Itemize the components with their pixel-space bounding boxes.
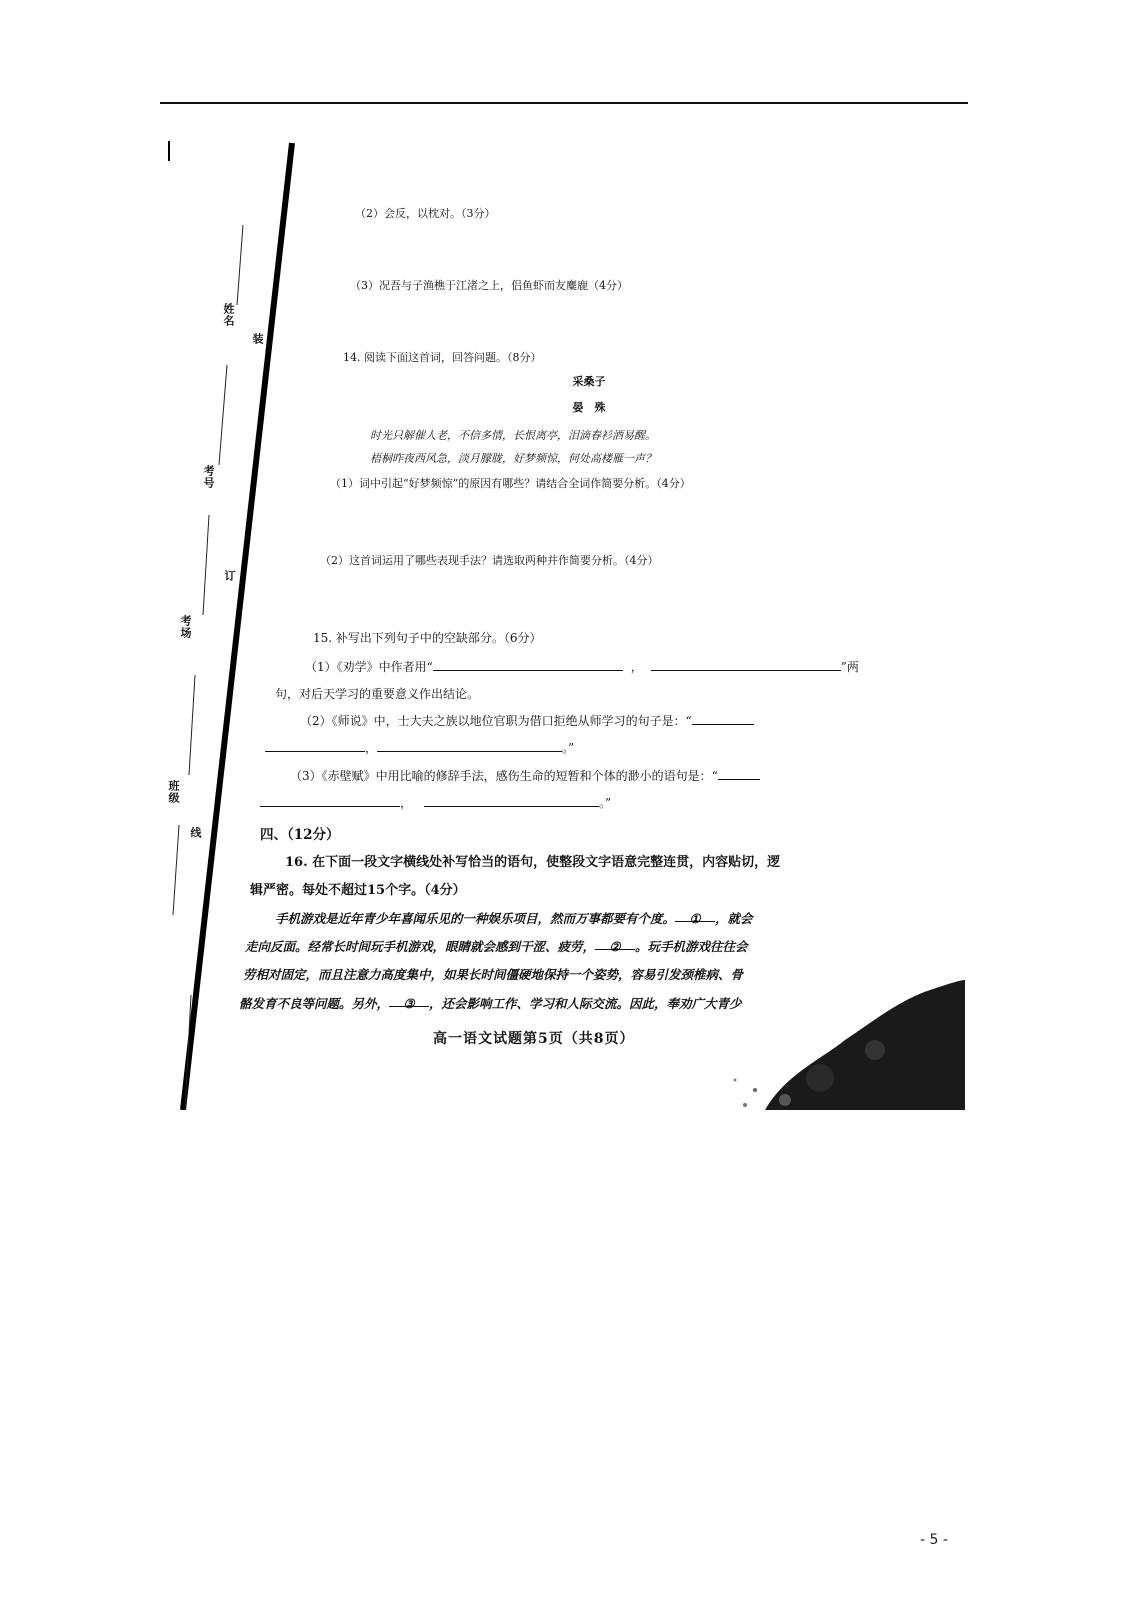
q14-stem: 14. 阅读下面这首词，回答问题。（8分） [343, 351, 542, 364]
page-number: - 5 - [920, 1532, 948, 1548]
poem-title: 采桑子 [572, 375, 606, 388]
q16-passage-line3: 劳相对固定，而且注意力高度集中，如果长时间僵硬地保持一个姿势，容易引发颈椎病、骨 [243, 967, 744, 982]
margin-label-ding: 订 [223, 570, 236, 582]
q14-part2: （2）这首词运用了哪些表现手法？请选取两种并作简要分析。（4分） [320, 554, 659, 567]
scanned-exam-page [165, 135, 965, 1110]
q15-part1-line1: （1）《劝学》中作者用“ ， ”两 [305, 660, 859, 674]
q15-part3-line1: （3）《赤壁赋》中用比喻的修辞手法，感伤生命的短暂和个体的渺小的语句是：“ [290, 767, 760, 784]
margin-label-class: 班级 [167, 780, 180, 804]
q13-part3: （3）况吾与子渔樵于江渚之上，侣鱼虾而友麋鹿（4分） [350, 279, 628, 292]
q15-blank-1[interactable] [433, 660, 623, 671]
poem-line-2: 梧桐昨夜西风急，淡月朦胧，好梦频惊，何处高楼雁一声？ [370, 452, 656, 465]
q15-blank-8[interactable] [424, 796, 599, 807]
q15-part2-line1: （2）《师说》中，士大夫之族以地位官职为借口拒绝从师学习的句子是：“ [300, 712, 754, 729]
q13-part2: （2）会反，以枕对。（3分） [355, 207, 496, 220]
margin-label-exam-number: 考号 [202, 465, 215, 489]
q16-blank-1[interactable]: ① [675, 911, 715, 922]
q15-blank-7[interactable] [260, 796, 400, 807]
poem-line-1: 时光只解催人老，不信多情，长恨离亭，泪滴春衫酒易醒。 [370, 429, 656, 442]
q16-stem-line2: 辑严密。每处不超过15个字。（4分） [250, 883, 466, 898]
q16-blank-3[interactable]: ③ [389, 996, 429, 1007]
section-4-heading: 四、（12分） [260, 827, 340, 843]
q15-blank-2[interactable] [651, 660, 841, 671]
q15-blank-3[interactable] [692, 714, 754, 725]
q16-passage-line1: 手机游戏是近年青少年喜闻乐见的一种娱乐项目，然而万事都要有个度。 ① ，就会 [275, 911, 753, 926]
poem-author: 晏 殊 [572, 401, 606, 414]
header-rule [160, 102, 968, 104]
q14-part1: （1）词中引起“好梦频惊”的原因有哪些？请结合全词作简要分析。（4分） [330, 477, 691, 490]
margin-label-exam-room: 考场 [179, 615, 192, 639]
q15-blank-5[interactable] [377, 741, 562, 752]
q15-blank-6[interactable] [718, 769, 760, 780]
q15-part3-line2: ， 。” [260, 794, 611, 811]
margin-label-zhuang: 装 [251, 333, 264, 345]
q16-stem-line1: 16. 在下面一段文字横线处补写恰当的语句，使整段文字语意完整连贯，内容贴切，逻 [285, 855, 781, 870]
q15-part1-line2: 句，对后天学习的重要意义作出结论。 [275, 687, 480, 701]
q15-stem: 15. 补写出下列句子中的空缺部分。（6分） [313, 631, 542, 645]
margin-label-xian: 线 [189, 827, 202, 839]
q15-part2-line2: ， 。” [265, 739, 574, 756]
margin-label-name: 姓名 [222, 303, 235, 327]
q15-blank-4[interactable] [265, 741, 365, 752]
q16-passage-line4: 骼发育不良等问题。另外， ③ ，还会影响工作、学习和人际交流。因此，奉劝广大青少 [239, 996, 742, 1011]
q16-passage-line2: 走向反面。经常长时间玩手机游戏，眼睛就会感到干涩、疲劳， ② 。玩手机游戏往往会 [245, 939, 748, 954]
exam-footer: 高一语文试题第5页（共8页） [433, 1031, 635, 1047]
scan-noise-blot [725, 980, 965, 1110]
q16-blank-2[interactable]: ② [595, 939, 635, 950]
